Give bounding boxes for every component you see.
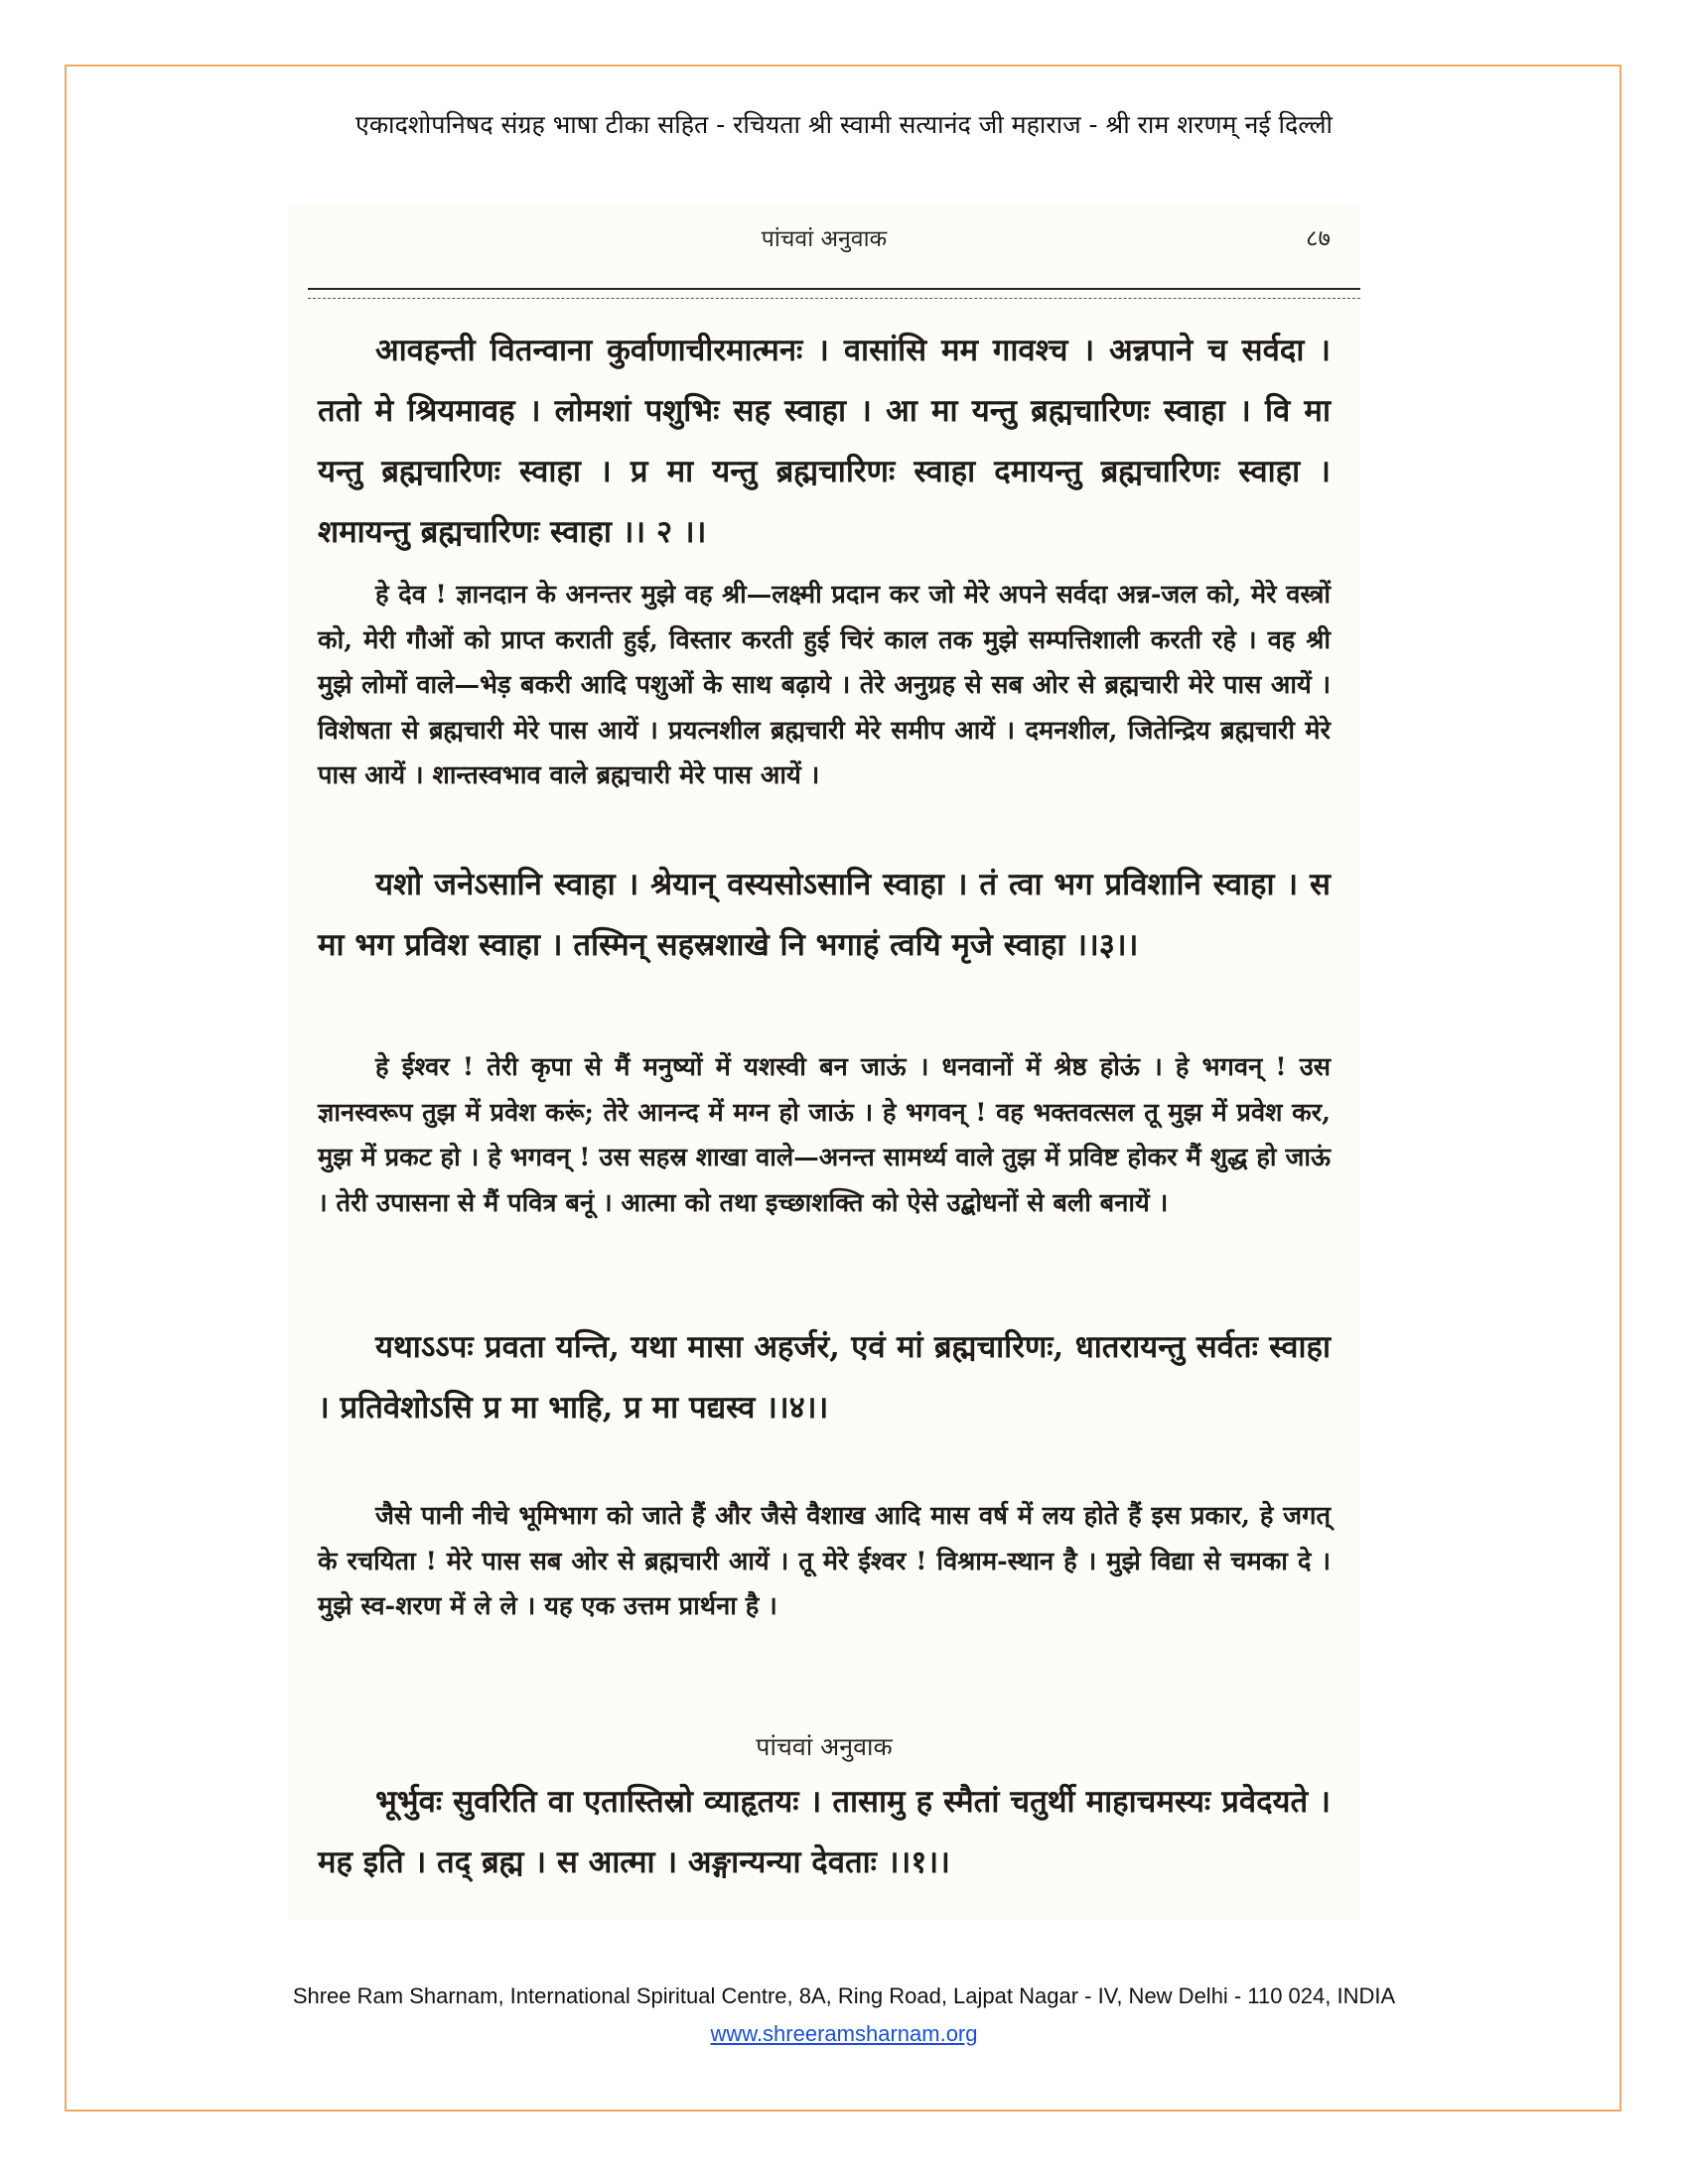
verse-4-text: यथाऽऽपः प्रवता यन्ति, यथा मासा अहर्जरं, एवं मां ब्रह्मचारिणः, धातरायन्तु सर्वतः स्वाहा । प्रतिवेशोऽसि प्र मा भाहि, प्र मा पद्यस्व ।।४।। <box>318 1329 1331 1426</box>
translation-3 <box>318 1045 1331 1226</box>
verse-4 <box>318 1317 1331 1438</box>
verse-3 <box>318 855 1331 976</box>
translation-3-text: हे ईश्वर ! तेरी कृपा से मैं मनुष्यों में यशस्वी बन जाऊं । धनवानों में श्रेष्ठ होऊं । हे भगवन् ! उस ज्ञानस्वरूप तुझ में प्रवेश करूं; तेरे आनन्द में मग्न हो जाऊं । हे भगवन् ! वह भक्तवत्सल तू मुझ में प्रवेश कर, मुझ में प्रकट हो । हे भगवन् ! उस सहस्र शाखा वाले—अनन्त सामर्थ्य वाले तुझ में प्रविष्ट होकर मैं शुद्ध हो जाऊं । तेरी उपासना से मैं पवित्र बनूं । आत्मा को तथा इच्छाशक्ति को ऐसे उद्बोधनों से बली बनायें । <box>318 1052 1331 1218</box>
verse-2-text: आवहन्ती वितन्वाना कुर्वाणाचीरमात्मनः । वासांसि मम गावश्च । अन्नपाने च सर्वदा । ततो मे श्रियमावह । लोमशां पशुभिः सह स्वाहा । आ मा यन्तु ब्रह्मचारिणः स्वाहा । वि मा यन्तु ब्रह्मचारिणः स्वाहा । प्र मा यन्तु ब्रह्मचारिणः स्वाहा दमायन्तु ब्रह्मचारिणः स्वाहा । शमायन्तु ब्रह्मचारिणः स्वाहा ।। २ ।। <box>318 333 1331 550</box>
chapter-title: पांचवां अनुवाक <box>761 226 888 252</box>
verse-5 <box>318 1772 1331 1893</box>
translation-2 <box>318 573 1331 799</box>
translation-4 <box>318 1494 1331 1630</box>
footer-address: Shree Ram Sharnam, International Spiritual Centre, 8A, Ring Road, Lajpat Nagar - IV, New Delhi - 110 024, INDIA <box>292 1983 1396 2008</box>
footer-website-link[interactable]: www.shreeramsharnam.org <box>710 2021 978 2046</box>
translation-2-text: हे देव ! ज्ञानदान के अनन्तर मुझे वह श्री—लक्ष्मी प्रदान कर जो मेरे अपने सर्वदा अन्न-जल को, मेरे वस्त्रों को, मेरी गौओं को प्राप्त कराती हुई, विस्तार करती हुई चिरं काल तक मुझे सम्पत्तिशाली करती रहे । वह श्री मुझे लोमों वाले—भेड़ बकरी आदि पशुओं के साथ बढ़ाये । तेरे अनुग्रह से सब ओर से ब्रह्मचारी मेरे पास आयें । विशेषता से ब्रह्मचारी मेरे पास आयें । प्रयत्नशील ब्रह्मचारी मेरे समीप आयें । दमनशील, जितेन्द्रिय ब्रह्मचारी मेरे पास आयें । शान्तस्वभाव वाले ब्रह्मचारी मेरे पास आयें । <box>318 580 1331 790</box>
verse-2 <box>318 321 1331 563</box>
scanned-page <box>288 204 1360 1921</box>
section-heading: पांचवां अनुवाक <box>756 1732 893 1761</box>
header-rule <box>308 288 1360 299</box>
scan-running-head <box>288 221 1360 261</box>
document-header: एकादशोपनिषद संग्रह भाषा टीका सहित - रचियता श्री स्वामी सत्यानंद जी महाराज - श्री राम शरणम् नई दिल्ली <box>355 110 1333 139</box>
verse-3-text: यशो जनेऽसानि स्वाहा । श्रेयान् वस्यसोऽसानि स्वाहा । तं त्वा भग प्रविशानि स्वाहा । स मा भग प्रविश स्वाहा । तस्मिन् सहस्रशाखे नि भगाहं त्वयि मृजे स्वाहा ।।३।। <box>318 867 1331 963</box>
verse-5-text: भूर्भुवः सुवरिति वा एतास्तिस्रो व्याहृतयः । तासामु ह स्मैतां चतुर्थी माहाचमस्यः प्रवेदयते । मह इति । तद् ब्रह्म । स आत्मा । अङ्गान्यन्या देवताः ।।१।। <box>318 1784 1331 1880</box>
translation-4-text: जैसे पानी नीचे भूमिभाग को जाते हैं और जैसे वैशाख आदि मास वर्ष में लय होते हैं इस प्रकार, हे जगत् के रचयिता ! मेरे पास सब ओर से ब्रह्मचारी आयें । तू मेरे ईश्वर ! विश्राम-स्थान है । मुझे विद्या से चमका दे । मुझे स्व-शरण में ले ले । यह एक उत्तम प्रार्थना है । <box>318 1501 1331 1621</box>
page-number: ८७ <box>1306 224 1331 252</box>
